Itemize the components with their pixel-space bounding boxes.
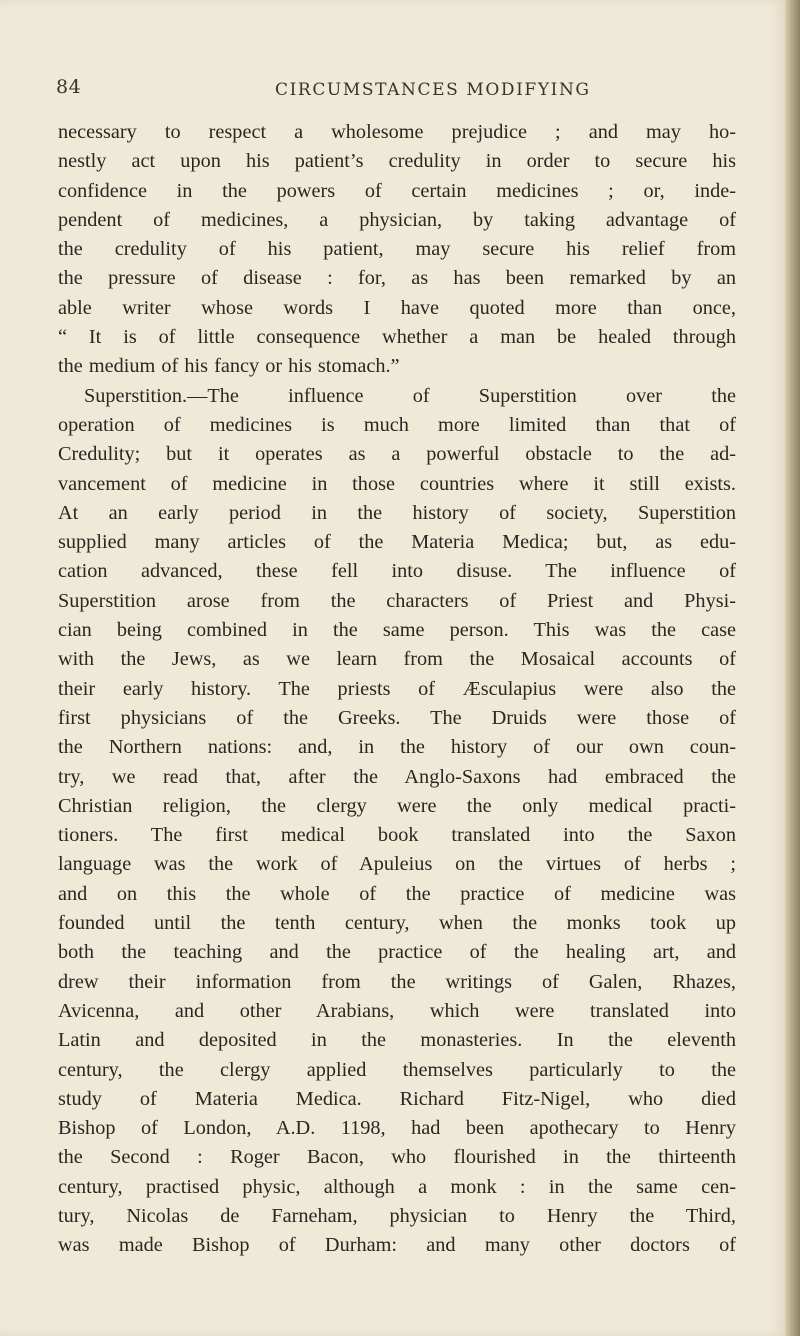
text-line: tury, Nicolas de Farneham, physician to Henry the Third, <box>58 1204 736 1227</box>
text-line: confidence in the powers of certain medicines ; or, inde- <box>58 179 736 202</box>
text-line: necessary to respect a wholesome prejudice ; and may ho- <box>58 121 736 143</box>
text-line: nestly act upon his patient’s credulity in order to secure his <box>58 150 736 173</box>
running-head <box>0 76 785 102</box>
text-line: vancement of medicine in those countries where it still exists. <box>58 472 736 495</box>
text-line: with the Jews, as we learn from the Mosaical accounts of <box>58 648 736 671</box>
text-line: drew their information from the writings of Galen, Rhazes, <box>58 970 736 993</box>
text-line: the credulity of his patient, may secure his relief from <box>58 238 736 261</box>
text-line: the medium of his fancy or his stomach.” <box>58 355 400 378</box>
text-line: study of Materia Medica. Richard Fitz-Nigel, who died <box>58 1087 736 1110</box>
text-line: supplied many articles of the Materia Medica; but, as edu- <box>58 531 736 554</box>
text-line: Latin and deposited in the monasteries. In the eleventh <box>58 1029 736 1052</box>
text-line: founded until the tenth century, when the monks took up <box>58 912 736 935</box>
page-edge <box>785 0 800 1336</box>
text-line: pendent of medicines, a physician, by taking advantage of <box>58 208 736 231</box>
text-line: cation advanced, these fell into disuse. The influence of <box>58 560 736 583</box>
text-line: the pressure of disease : for, as has been remarked by an <box>58 267 736 290</box>
text-line: century, practised physic, although a monk : in the same cen- <box>58 1175 736 1198</box>
text-line: Christian religion, the clergy were the only medical practi- <box>58 794 736 817</box>
text-line: and on this the whole of the practice of medicine was <box>58 882 736 905</box>
text-line: the Northern nations: and, in the history of our own coun- <box>58 736 736 759</box>
text-line: their early history. The priests of Æsculapius were also the <box>58 677 736 700</box>
body-text <box>58 118 736 1261</box>
paragraph-start-superstition: Superstition.—The influence of Superstition over the <box>84 384 736 407</box>
text-line: Bishop of London, A.D. 1198, had been apothecary to Henry <box>58 1117 736 1140</box>
text-line: Credulity; but it operates as a powerful obstacle to the ad- <box>58 443 736 466</box>
text-line: operation of medicines is much more limited than that of <box>58 413 736 436</box>
text-line: able writer whose words I have quoted more than once, <box>58 296 736 319</box>
text-line: first physicians of the Greeks. The Druids were those of <box>58 706 736 729</box>
running-title: CIRCUMSTANCES MODIFYING <box>275 80 591 100</box>
text-line: tioners. The first medical book translated into the Saxon <box>58 824 736 847</box>
page-number: 84 <box>56 76 82 98</box>
text-line: Avicenna, and other Arabians, which were translated into <box>58 999 736 1022</box>
text-line: cian being combined in the same person. This was the case <box>58 619 736 642</box>
text-line: was made Bishop of Durham: and many other doctors of <box>58 1234 736 1257</box>
text-line: both the teaching and the practice of the healing art, and <box>58 941 736 964</box>
text-line: try, we read that, after the Anglo-Saxons had embraced the <box>58 765 736 788</box>
text-line: language was the work of Apuleius on the virtues of herbs ; <box>58 853 736 876</box>
text-line: Superstition arose from the characters of Priest and Physi- <box>58 589 736 612</box>
text-line: the Second : Roger Bacon, who flourished in the thirteenth <box>58 1146 736 1169</box>
text-line: At an early period in the history of society, Superstition <box>58 501 736 524</box>
text-line: century, the clergy applied themselves particularly to the <box>58 1058 736 1081</box>
text-line: “ It is of little consequence whether a man be healed through <box>58 326 736 349</box>
